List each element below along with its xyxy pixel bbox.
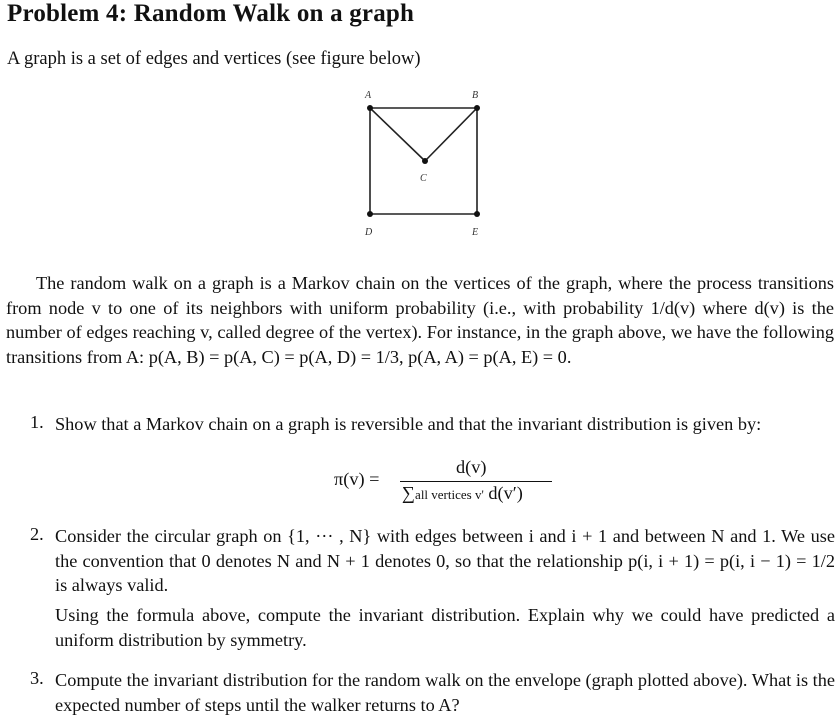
label-E: E	[472, 227, 479, 238]
invariant-formula	[334, 457, 574, 509]
sum-symbol: ∑	[402, 483, 416, 503]
fraction-bar	[400, 481, 552, 482]
edge-A-C	[370, 108, 425, 161]
edge-C-B	[425, 108, 477, 161]
label-D: D	[365, 227, 373, 238]
graph-figure	[350, 84, 490, 244]
item-2-number: 2.	[30, 524, 44, 544]
item-2-text: Consider the circular graph on {1, ··· , N} with edges between i and i + 1 and between N and 1. We use the convention that 0 denotes N and N + 1 denotes 0, so that the relationship p(i, i + 1) = p(i, i − 1) = 1/2 is always valid.	[55, 526, 835, 595]
item-1-number: 1.	[30, 412, 44, 432]
vertex-C	[422, 158, 428, 164]
formula-numerator: d(v)	[456, 457, 487, 477]
body-paragraph: The random walk on a graph is a Markov chain on the vertices of the graph, where the process transitions from node v to one of its neighbors with uniform probability (i.e., with probability 1/d(v) where d(v) is the number of edges reaching v, called degree of the vertex). For instance, in the graph above, we have the following transitions from A: p(A, B) = p(A, C) = p(A, D) = 1/3, p(A, A) = p(A, E) = 0.	[6, 273, 834, 367]
item-2-text-continued: Using the formula above, compute the invariant distribution. Explain why we could have predicted a uniform distribution by symmetry.	[55, 605, 835, 650]
label-A: A	[365, 90, 372, 101]
sum-subscript: all vertices v'	[415, 487, 484, 502]
item-3-number: 3.	[30, 668, 44, 688]
vertex-E	[474, 211, 480, 217]
vertex-B	[474, 105, 480, 111]
intro-sentence: A graph is a set of edges and vertices (see figure below)	[7, 49, 421, 69]
formula-lhs: π(v) =	[334, 469, 380, 489]
label-B: B	[472, 90, 479, 101]
item-3-text: Compute the invariant distribution for the random walk on the envelope (graph plotted above). What is the expected number of steps until the walker returns to A?	[55, 670, 835, 715]
vertex-D	[367, 211, 373, 217]
item-1-text: Show that a Markov chain on a graph is reversible and that the invariant distribution is given by:	[55, 414, 762, 434]
problem-title: Problem 4: Random Walk on a graph	[7, 0, 415, 27]
label-C: C	[420, 173, 427, 184]
denominator-tail: d(v′)	[488, 483, 523, 503]
formula-denominator	[402, 483, 523, 504]
vertex-A	[367, 105, 373, 111]
